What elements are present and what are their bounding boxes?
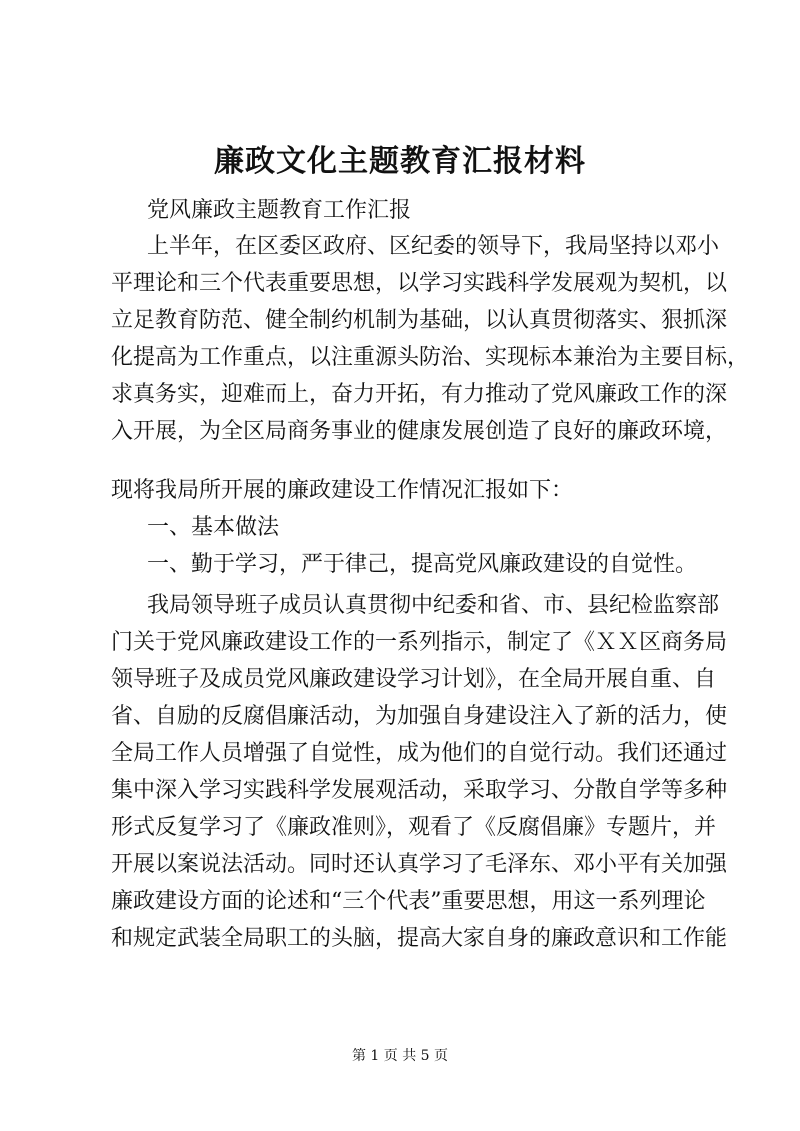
paragraph-line: 开展以案说法活动。同时还认真学习了毛泽东、邓小平有关加强: [111, 852, 728, 877]
paragraph-line: 全局工作人员增强了自觉性，成为他们的自觉行动。我们还通过: [111, 741, 728, 766]
paragraph-line: 现将我局所开展的廉政建设工作情况汇报如下：: [111, 478, 574, 503]
paragraph-line: 领导班子及成员党风廉政建设学习计划》，在全局开展自重、自: [111, 667, 717, 692]
paragraph-line: 立足教育防范、健全制约机制为基础，以认真贯彻落实、狠抓深: [111, 308, 728, 333]
paragraph-line: 我局领导班子成员认真贯彻中纪委和省、市、县纪检监察部: [147, 593, 720, 618]
paragraph-line: 形式反复学习了《廉政准则》，观看了《反腐倡廉》专题片，并: [111, 815, 717, 840]
paragraph-line: 上半年，在区委区政府、区纪委的领导下，我局坚持以邓小: [147, 234, 720, 259]
paragraph-line: 省、自励的反腐倡廉活动，为加强自身建设注入了新的活力，使: [111, 704, 728, 729]
paragraph-line: 和规定武装全局职工的头脑，提高大家自身的廉政意识和工作能: [111, 926, 728, 951]
section-heading: 一、基本做法: [147, 515, 280, 540]
section-subheading: 一、勤于学习，严于律己，提高党风廉政建设的自觉性。: [147, 552, 698, 577]
paragraph-line: 门关于党风廉政建设工作的一系列指示，制定了《ＸＸ区商务局: [111, 630, 728, 655]
paragraph-line: 入开展，为全区局商务事业的健康发展创造了良好的廉政环境，: [111, 419, 728, 444]
document-title: 廉政文化主题教育汇报材料: [214, 144, 586, 179]
page-number-footer: 第 1 页 共 5 页: [351, 1048, 449, 1064]
paragraph-line: 集中深入学习实践科学发展观活动，采取学习、分散自学等多种: [111, 778, 728, 803]
paragraph-line: 平理论和三个代表重要思想，以学习实践科学发展观为契机，以: [111, 271, 728, 296]
paragraph-line: 求真务实，迎难而上，奋力开拓，有力推动了党风廉政工作的深: [111, 382, 728, 407]
paragraph-line: 化提高为工作重点，以注重源头防治、实现标本兼治为主要目标，: [111, 345, 750, 370]
paragraph-line: 廉政建设方面的论述和“三个代表”重要思想，用这一系列理论: [111, 889, 706, 914]
document-subtitle: 党风廉政主题教育工作汇报: [147, 198, 412, 223]
